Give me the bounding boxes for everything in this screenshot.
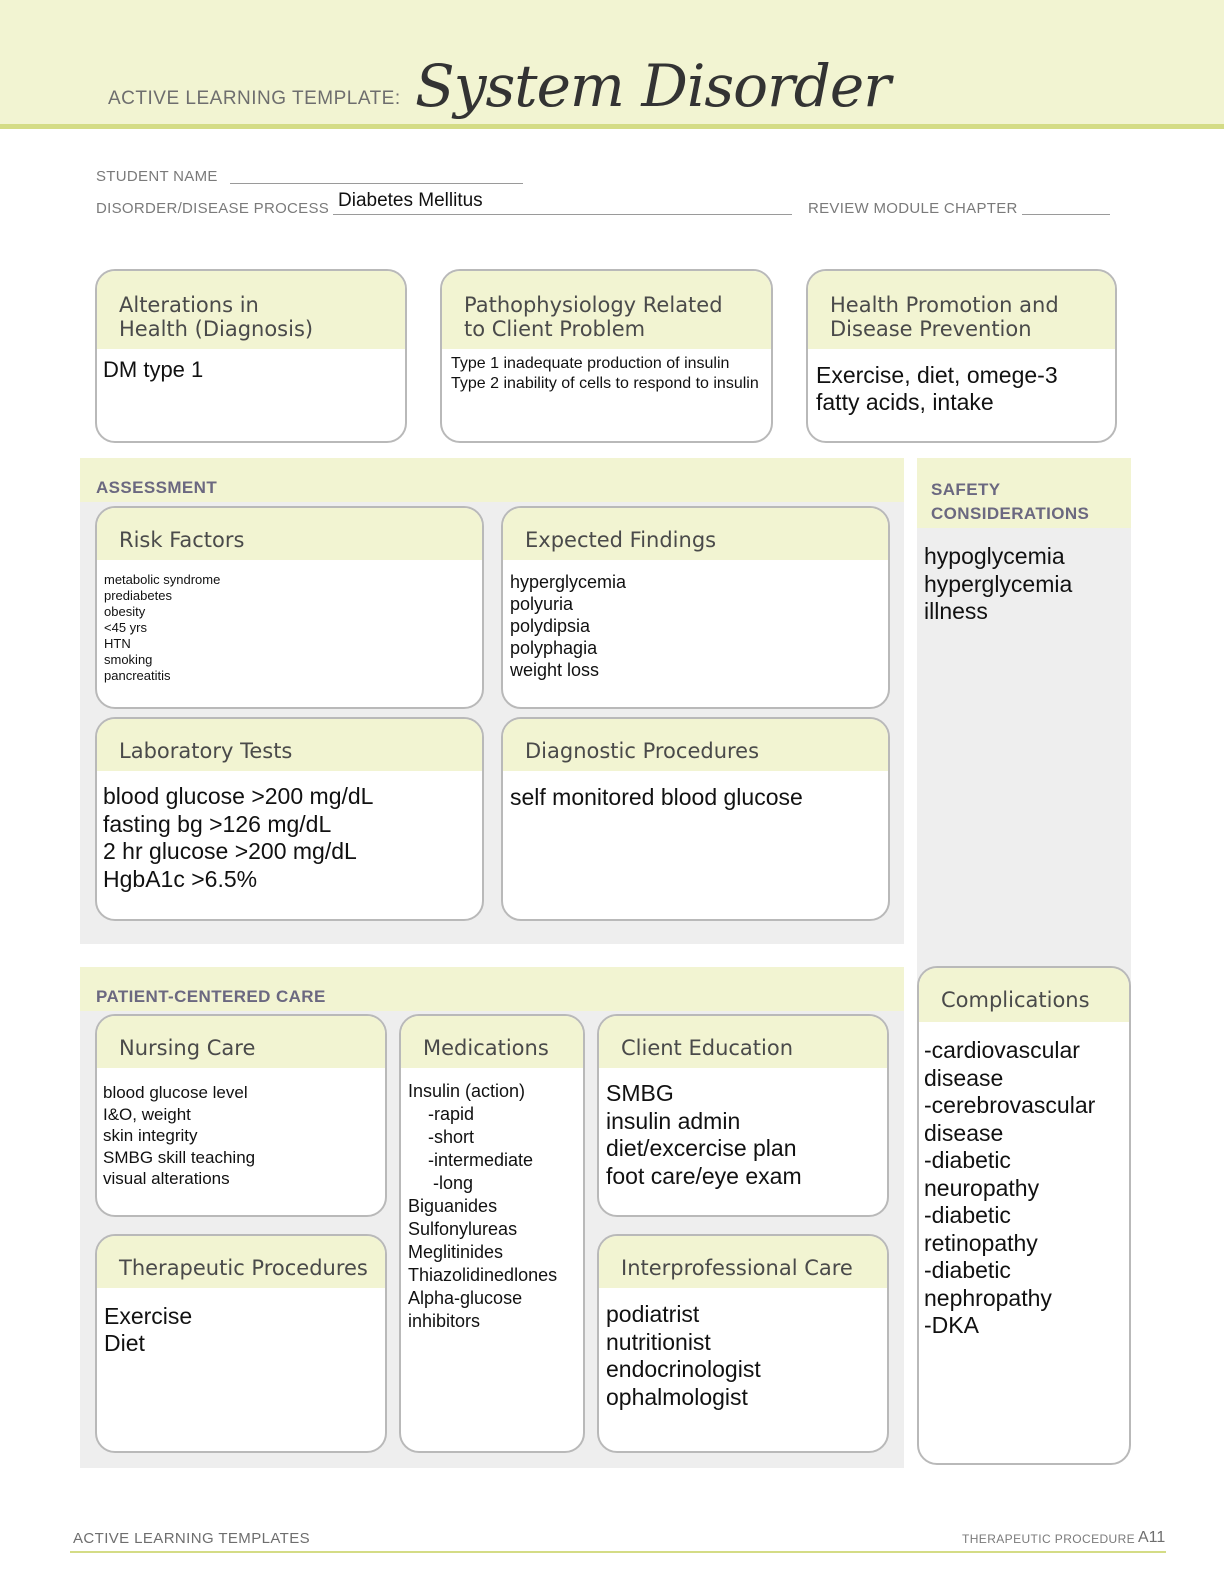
risk-factors-title: Risk Factors [97,508,482,560]
student-name-label: STUDENT NAME [96,168,218,185]
diagnostic-procedures-field[interactable]: self monitored blood glucose [510,784,803,810]
alterations-title: Alterations in Health (Diagnosis) [97,271,405,349]
alterations-box [95,269,407,443]
template-label: ACTIVE LEARNING TEMPLATE: [108,88,401,109]
therapeutic-procedures-field[interactable]: Exercise Diet [104,1303,193,1356]
diagnostic-procedures-box [501,717,890,921]
safety-field[interactable]: hypoglycemia hyperglycemia illness [924,543,1073,624]
pathophysiology-box [440,269,773,443]
therapeutic-procedures-title: Therapeutic Procedures [97,1236,385,1288]
review-module-label: REVIEW MODULE CHAPTER [808,200,1018,217]
nursing-care-field[interactable]: blood glucose level I&O, weight skin integrity SMBG skill teaching visual alterations [103,1083,256,1188]
complications-title: Complications [919,968,1129,1022]
health-promotion-title: Health Promotion and Disease Prevention [808,271,1115,349]
footer-left-label: ACTIVE LEARNING TEMPLATES [73,1530,310,1547]
client-education-field[interactable]: SMBG insulin admin diet/excercise plan foot care/eye exam [606,1080,802,1189]
safety-title: SAFETY CONSIDERATIONS [931,480,1090,523]
interprofessional-care-field[interactable]: podiatrist nutritionist endocrinologist ophalmologist [606,1301,761,1410]
review-module-field[interactable] [1024,190,1108,212]
student-name-underline [230,183,523,184]
health-promotion-field[interactable]: Exercise, diet, omege-3 fatty acids, intake [816,362,1058,415]
header-divider [0,124,1224,129]
therapeutic-procedures-box [95,1234,387,1453]
complications-box [917,966,1131,1465]
interprofessional-care-box [597,1234,889,1453]
expected-findings-field[interactable]: hyperglycemia polyuria polydipsia polyphagia weight loss [510,572,627,680]
footer-page-number: A11 [1138,1529,1166,1546]
patient-care-title: PATIENT-CENTERED CARE [96,987,326,1006]
safety-panel [917,458,1131,1018]
footer-divider [70,1551,1166,1553]
laboratory-tests-field[interactable]: blood glucose >200 mg/dL fasting bg >126 mg/dL 2 hr glucose >200 mg/dL HgbA1c >6.5% [103,783,374,892]
medications-title: Medications [401,1016,583,1068]
medications-field[interactable]: Insulin (action) -rapid -short -intermediate -long Biguanides Sulfonylureas Meglitinides Thiazolidinedlones Alpha-glucose inhibitors [408,1081,558,1331]
pathophysiology-title: Pathophysiology Related to Client Problem [442,271,771,349]
pathophysiology-field[interactable]: Type 1 inadequate production of insulin Type 2 inability of cells to respond to insulin [451,355,759,392]
disorder-label: DISORDER/DISEASE PROCESS [96,200,330,217]
alterations-field[interactable]: DM type 1 [103,357,204,382]
expected-findings-box [501,506,890,709]
medications-box [399,1014,585,1453]
diagnostic-procedures-title: Diagnostic Procedures [503,719,888,771]
client-education-title: Client Education [599,1016,887,1068]
laboratory-tests-title: Laboratory Tests [97,719,482,771]
risk-factors-box [95,506,484,709]
nursing-care-title: Nursing Care [97,1016,385,1068]
nursing-care-box [95,1014,387,1217]
student-name-field[interactable] [236,160,521,182]
disorder-underline [333,214,792,215]
health-promotion-box [806,269,1117,443]
client-education-box [597,1014,889,1217]
disorder-field[interactable]: Diabetes Mellitus [338,190,483,211]
review-module-underline [1022,214,1110,215]
expected-findings-title: Expected Findings [503,508,888,560]
interprofessional-care-title: Interprofessional Care [599,1236,887,1288]
footer-right-label: THERAPEUTIC PROCEDURE [962,1532,1136,1546]
assessment-title: ASSESSMENT [96,478,218,497]
laboratory-tests-box [95,717,484,921]
page-title: System Disorder [415,52,890,120]
complications-field[interactable]: -cardiovascular disease -cerebrovascular disease -diabetic neuropathy -diabetic retinopathy -diabetic nephropathy -DKA [924,1037,1096,1338]
risk-factors-field[interactable]: metabolic syndrome prediabetes obesity <45 yrs HTN smoking pancreatitis [104,572,221,683]
